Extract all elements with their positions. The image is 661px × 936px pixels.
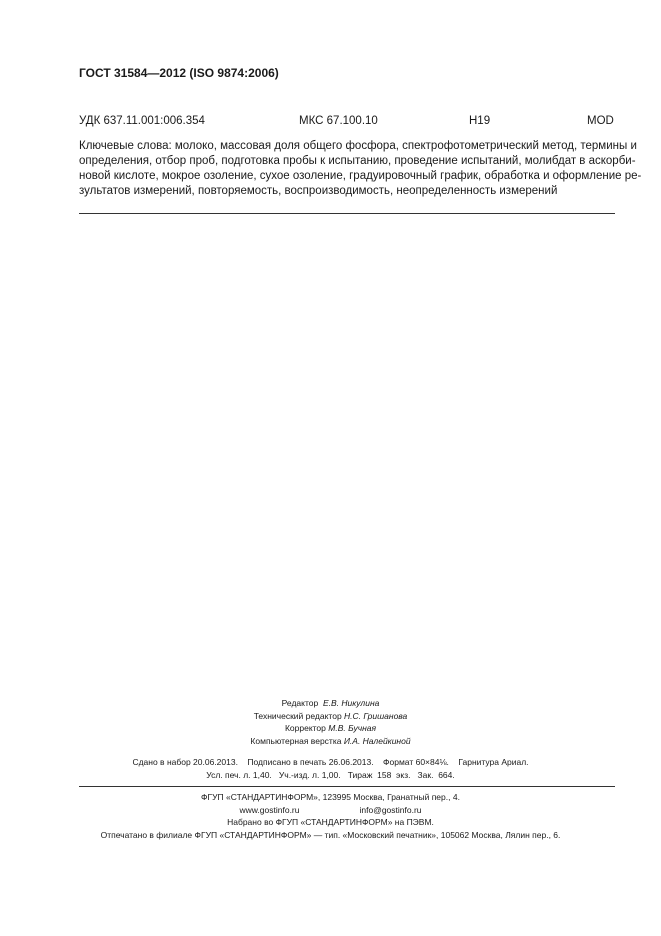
layout-label: Компьютерная верстка xyxy=(250,735,342,746)
tech-editor-label: Технический редактор xyxy=(253,710,342,721)
keywords-line: новой кислоте, мокрое озоление, сухое озоление, градуировочный график, обработка и оформление ре- xyxy=(79,170,642,182)
layout-name: И.А. Налейкиной xyxy=(343,735,411,746)
tech-editor-name: Н.С. Гришанова xyxy=(344,710,408,721)
publisher-contacts xyxy=(0,804,661,817)
layout-row xyxy=(0,735,661,748)
divider-bottom xyxy=(79,786,615,787)
print-info-line: Усл. печ. л. 1,40. Уч.-изд. л. 1,00. Тираж 158 экз. Зак. 664. xyxy=(206,769,455,780)
publisher-typeset: Набрано во ФГУП «СТАНДАРТИНФОРМ» на ПЭВМ. xyxy=(227,817,434,827)
tech-editor-row xyxy=(0,710,661,723)
editor-row xyxy=(0,697,661,710)
publisher-printed: Отпечатано в филиале ФГУП «СТАНДАРТИНФОРМ» — тип. «Московский печатник», 105062 Москва, Лялин пер., 6. xyxy=(100,829,561,840)
publisher-website-link[interactable]: www.gostinfo.ru xyxy=(239,804,300,815)
publisher-block xyxy=(0,791,661,841)
editor-name: Е.В. Никулина xyxy=(322,698,380,708)
keywords-line: определения, отбор проб, подготовка пробы к испытанию, проведение испытаний, молибдат в аскорби- xyxy=(79,155,636,167)
standard-code: ГОСТ 31584—2012 (ISO 9874:2006) xyxy=(79,66,279,80)
editor-label: Редактор xyxy=(281,698,319,708)
corrector-row xyxy=(0,722,661,735)
udk-code: УДК 637.11.001:006.354 xyxy=(79,115,205,127)
corrector-name: М.В. Бучная xyxy=(328,723,377,733)
print-info-line: Сдано в набор 20.06.2013. Подписано в печать 26.06.2013. Формат 60×84⅛. Гарнитура Ариал. xyxy=(132,757,529,767)
group-code: Н19 xyxy=(469,115,491,127)
keywords-line: зультатов измерений, повторяемость, воспроизводимость, неопределенность измерений xyxy=(79,185,558,197)
editors-block xyxy=(0,697,661,747)
keywords-paragraph xyxy=(79,139,642,199)
divider-top xyxy=(79,213,615,214)
publisher-email-link[interactable]: info@gostinfo.ru xyxy=(359,804,422,815)
degree-code: MOD xyxy=(587,115,614,127)
keywords-line: Ключевые слова: молоко, массовая доля общего фосфора, спектрофотометрический метод, термины и xyxy=(79,140,637,152)
publisher-address: ФГУП «СТАНДАРТИНФОРМ», 123995 Москва, Гранатный пер., 4. xyxy=(201,792,460,802)
mks-code: МКС 67.100.10 xyxy=(299,115,378,127)
corrector-label: Корректор xyxy=(284,723,326,733)
print-info-block xyxy=(0,756,661,781)
